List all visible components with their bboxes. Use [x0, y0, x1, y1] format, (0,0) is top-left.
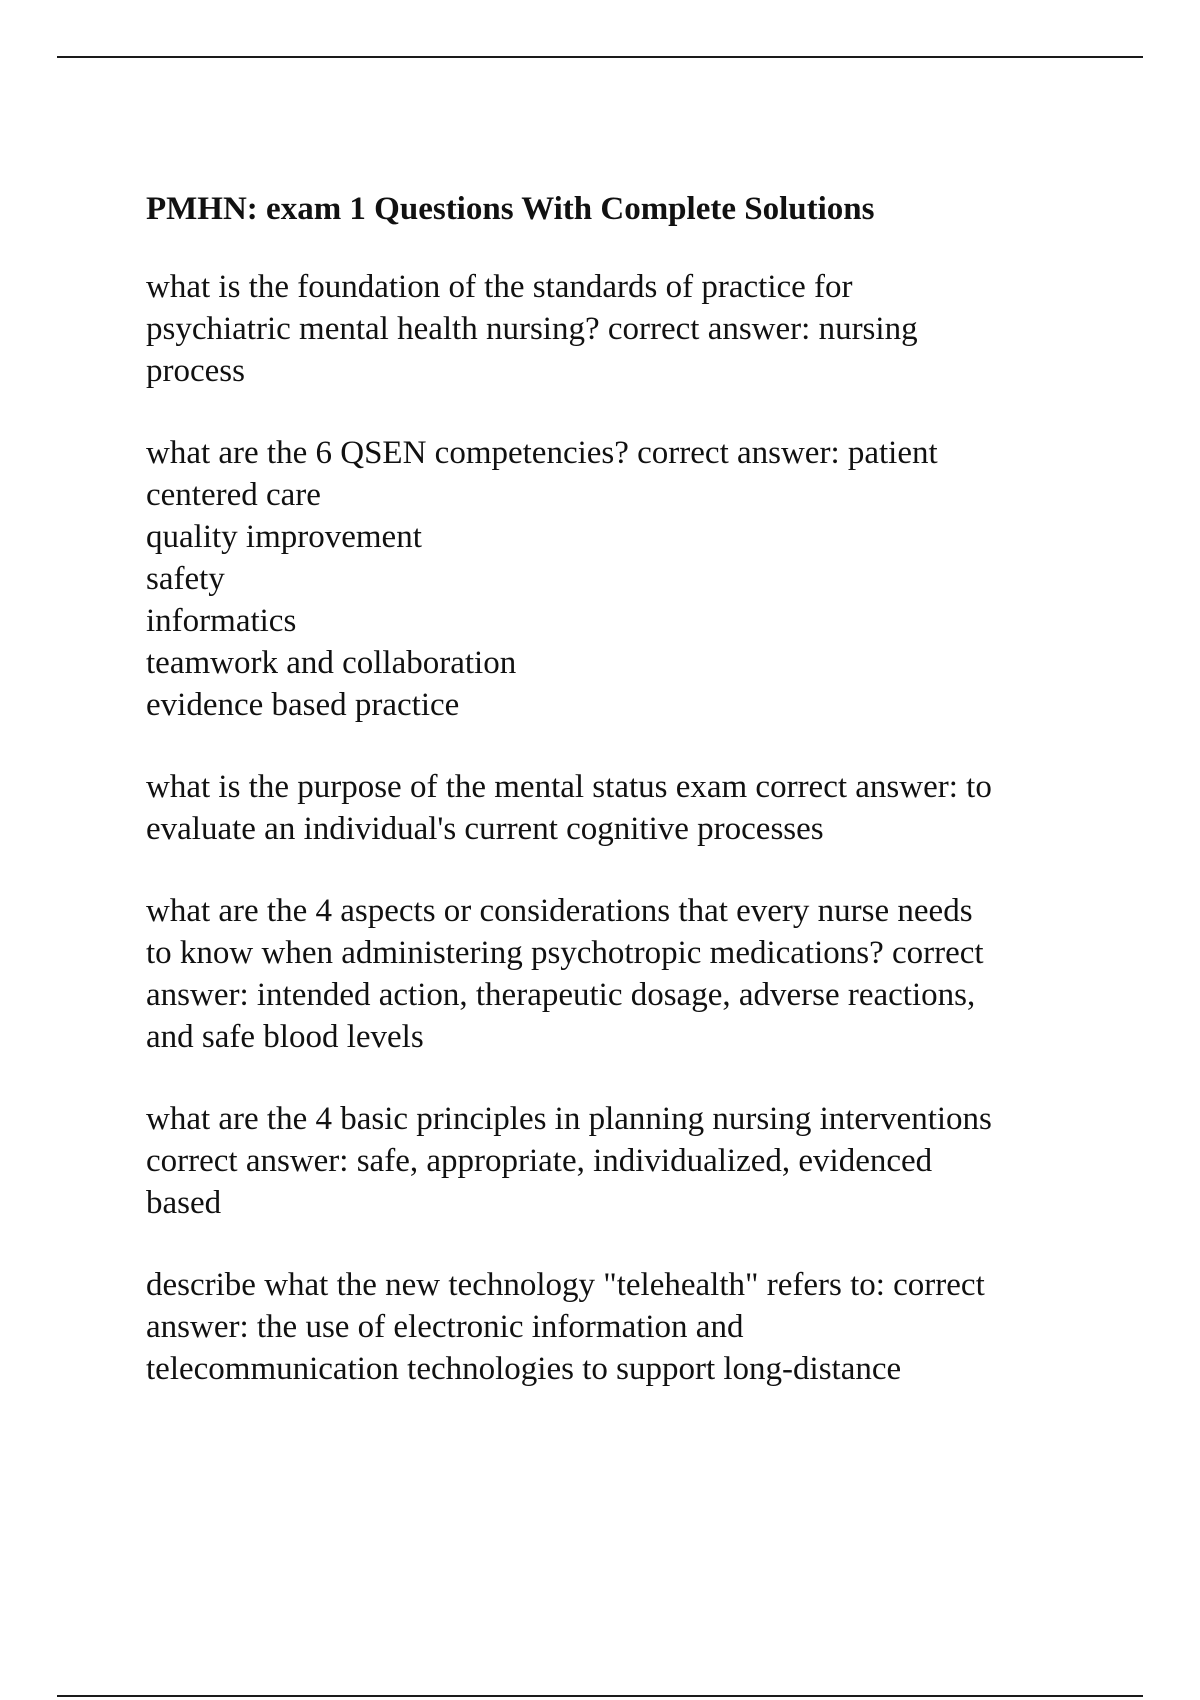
document-title: PMHN: exam 1 Questions With Complete Solutions [146, 191, 875, 227]
top-divider [57, 56, 1143, 58]
document-body [146, 188, 1106, 1430]
qa-entry-2: what are the 6 QSEN competencies? correct answer: patient centered care quality improvement safety informatics teamwork and collaboration evidence based practice [146, 435, 938, 723]
qa-entry-4: what are the 4 aspects or considerations that every nurse needs to know when administering psychotropic medications? correct answer: intended action, therapeutic dosage, adverse reactions, and safe blood levels [146, 893, 984, 1055]
bottom-divider [57, 1695, 1143, 1697]
qa-entry-1: what is the foundation of the standards of practice for psychiatric mental health nursing? correct answer: nursing process [146, 269, 918, 389]
qa-entry-6: describe what the new technology "telehealth" refers to: correct answer: the use of electronic information and telecommunication technologies to support long-distance [146, 1267, 985, 1387]
qa-entry-5: what are the 4 basic principles in planning nursing interventions correct answer: safe, appropriate, individualized, evidenced based [146, 1101, 992, 1221]
qa-entry-3: what is the purpose of the mental status exam correct answer: to evaluate an individual's current cognitive processes [146, 769, 992, 847]
